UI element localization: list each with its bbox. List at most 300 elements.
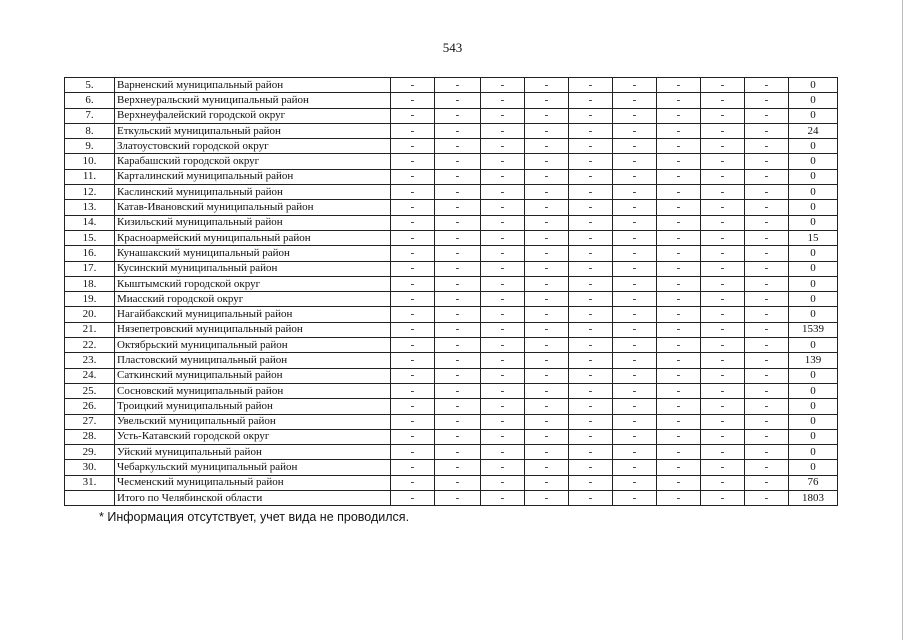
value-cell: - [391, 261, 435, 276]
value-cell: - [613, 123, 657, 138]
value-cell: - [525, 368, 569, 383]
value-cell: - [525, 230, 569, 245]
row-number: 6. [65, 93, 115, 108]
total-value: 1539 [789, 322, 838, 337]
total-value: 24 [789, 123, 838, 138]
district-name: Верхнеуральский муниципальный район [115, 93, 391, 108]
value-cell: - [657, 491, 701, 506]
value-cell: - [657, 261, 701, 276]
row-number: 11. [65, 169, 115, 184]
value-cell: - [613, 475, 657, 490]
row-number: 26. [65, 399, 115, 414]
value-cell: - [701, 475, 745, 490]
table-row [65, 169, 838, 184]
district-name: Саткинский муниципальный район [115, 368, 391, 383]
district-name: Нязепетровский муниципальный район [115, 322, 391, 337]
value-cell: - [657, 307, 701, 322]
total-value: 0 [789, 429, 838, 444]
table-row [65, 292, 838, 307]
value-cell: - [481, 123, 525, 138]
value-cell: - [435, 322, 481, 337]
value-cell: - [745, 292, 789, 307]
value-cell: - [481, 169, 525, 184]
value-cell: - [525, 139, 569, 154]
value-cell: - [435, 338, 481, 353]
value-cell: - [701, 185, 745, 200]
value-cell: - [569, 185, 613, 200]
value-cell: - [701, 276, 745, 291]
value-cell: - [701, 414, 745, 429]
table-row [65, 154, 838, 169]
value-cell: - [745, 200, 789, 215]
value-cell: - [391, 368, 435, 383]
value-cell: - [435, 353, 481, 368]
value-cell: - [745, 108, 789, 123]
value-cell: - [569, 261, 613, 276]
value-cell: - [657, 414, 701, 429]
table-row [65, 215, 838, 230]
value-cell: - [569, 307, 613, 322]
value-cell: - [481, 154, 525, 169]
row-number: 28. [65, 429, 115, 444]
value-cell: - [613, 399, 657, 414]
value-cell: - [481, 292, 525, 307]
value-cell: - [613, 200, 657, 215]
total-value: 0 [789, 215, 838, 230]
value-cell: - [745, 93, 789, 108]
value-cell: - [569, 383, 613, 398]
table-row [65, 200, 838, 215]
value-cell: - [391, 383, 435, 398]
value-cell: - [745, 414, 789, 429]
table-row [65, 338, 838, 353]
value-cell: - [613, 353, 657, 368]
value-cell: - [613, 460, 657, 475]
value-cell: - [657, 169, 701, 184]
value-cell: - [657, 338, 701, 353]
value-cell: - [745, 491, 789, 506]
total-row [65, 491, 838, 506]
value-cell: - [613, 307, 657, 322]
value-cell: - [391, 200, 435, 215]
value-cell: - [391, 276, 435, 291]
value-cell: - [569, 139, 613, 154]
value-cell: - [435, 276, 481, 291]
value-cell: - [701, 491, 745, 506]
total-value: 0 [789, 276, 838, 291]
value-cell: - [391, 123, 435, 138]
total-value: 0 [789, 261, 838, 276]
value-cell: - [435, 414, 481, 429]
value-cell: - [657, 123, 701, 138]
table-row [65, 414, 838, 429]
total-value: 0 [789, 169, 838, 184]
value-cell: - [391, 338, 435, 353]
value-cell: - [391, 460, 435, 475]
value-cell: - [745, 215, 789, 230]
value-cell: - [435, 185, 481, 200]
value-cell: - [745, 475, 789, 490]
value-cell: - [745, 322, 789, 337]
value-cell: - [569, 445, 613, 460]
value-cell: - [525, 154, 569, 169]
value-cell: - [613, 276, 657, 291]
value-cell: - [657, 292, 701, 307]
value-cell: - [481, 383, 525, 398]
table-row [65, 460, 838, 475]
value-cell: - [525, 185, 569, 200]
district-name: Карабашский городской округ [115, 154, 391, 169]
value-cell: - [435, 445, 481, 460]
value-cell: - [481, 230, 525, 245]
table-row [65, 353, 838, 368]
value-cell: - [745, 399, 789, 414]
value-cell: - [435, 383, 481, 398]
value-cell: - [481, 322, 525, 337]
value-cell: - [525, 460, 569, 475]
value-cell: - [657, 108, 701, 123]
value-cell: - [435, 292, 481, 307]
value-cell: - [657, 185, 701, 200]
total-value: 0 [789, 185, 838, 200]
total-value: 0 [789, 108, 838, 123]
value-cell: - [745, 261, 789, 276]
row-number: 12. [65, 185, 115, 200]
value-cell: - [435, 475, 481, 490]
row-number: 10. [65, 154, 115, 169]
value-cell: - [657, 246, 701, 261]
row-number: 19. [65, 292, 115, 307]
value-cell: - [481, 108, 525, 123]
value-cell: - [701, 445, 745, 460]
value-cell: - [525, 78, 569, 93]
value-cell: - [569, 491, 613, 506]
value-cell: - [745, 169, 789, 184]
value-cell: - [701, 353, 745, 368]
value-cell: - [613, 246, 657, 261]
row-number: 24. [65, 368, 115, 383]
table-row [65, 383, 838, 398]
value-cell: - [701, 307, 745, 322]
value-cell: - [481, 368, 525, 383]
table-row [65, 322, 838, 337]
table-row [65, 108, 838, 123]
value-cell: - [613, 338, 657, 353]
value-cell: - [525, 108, 569, 123]
total-value: 0 [789, 399, 838, 414]
data-table [64, 77, 838, 506]
value-cell: - [657, 445, 701, 460]
value-cell: - [569, 276, 613, 291]
value-cell: - [435, 108, 481, 123]
value-cell: - [745, 230, 789, 245]
value-cell: - [657, 276, 701, 291]
total-value: 0 [789, 246, 838, 261]
district-name: Пластовский муниципальный район [115, 353, 391, 368]
row-number: 25. [65, 383, 115, 398]
value-cell: - [657, 429, 701, 444]
table-body [65, 78, 838, 506]
value-cell: - [525, 399, 569, 414]
table-row [65, 276, 838, 291]
district-name: Чесменский муниципальный район [115, 475, 391, 490]
value-cell: - [481, 338, 525, 353]
value-cell: - [701, 200, 745, 215]
table-row [65, 93, 838, 108]
value-cell: - [435, 261, 481, 276]
value-cell: - [613, 154, 657, 169]
total-value: 0 [789, 445, 838, 460]
district-name: Карталинский муниципальный район [115, 169, 391, 184]
value-cell: - [435, 139, 481, 154]
district-name: Троицкий муниципальный район [115, 399, 391, 414]
value-cell: - [481, 353, 525, 368]
table-row [65, 429, 838, 444]
value-cell: - [745, 338, 789, 353]
value-cell: - [435, 399, 481, 414]
value-cell: - [481, 200, 525, 215]
value-cell: - [613, 414, 657, 429]
value-cell: - [569, 154, 613, 169]
value-cell: - [613, 215, 657, 230]
value-cell: - [481, 215, 525, 230]
district-name: Нагайбакский муниципальный район [115, 307, 391, 322]
district-name: Сосновский муниципальный район [115, 383, 391, 398]
value-cell: - [657, 154, 701, 169]
value-cell: - [745, 276, 789, 291]
value-cell: - [481, 139, 525, 154]
value-cell: - [569, 169, 613, 184]
district-name: Златоустовский городской округ [115, 139, 391, 154]
value-cell: - [391, 491, 435, 506]
value-cell: - [701, 322, 745, 337]
value-cell: - [745, 78, 789, 93]
value-cell: - [391, 185, 435, 200]
total-value: 0 [789, 460, 838, 475]
value-cell: - [613, 445, 657, 460]
value-cell: - [391, 292, 435, 307]
value-cell: - [569, 475, 613, 490]
table-row [65, 399, 838, 414]
value-cell: - [701, 108, 745, 123]
value-cell: - [569, 215, 613, 230]
row-number: 23. [65, 353, 115, 368]
value-cell: - [481, 261, 525, 276]
value-cell: - [525, 307, 569, 322]
district-name: Уйский муниципальный район [115, 445, 391, 460]
value-cell: - [481, 491, 525, 506]
total-value: 139 [789, 353, 838, 368]
value-cell: - [701, 383, 745, 398]
value-cell: - [569, 414, 613, 429]
total-value: 0 [789, 200, 838, 215]
value-cell: - [701, 460, 745, 475]
total-label: Итого по Челябинской области [115, 491, 391, 506]
value-cell: - [481, 307, 525, 322]
district-name: Варненский муниципальный район [115, 78, 391, 93]
value-cell: - [745, 154, 789, 169]
total-value: 0 [789, 307, 838, 322]
value-cell: - [701, 338, 745, 353]
value-cell: - [613, 322, 657, 337]
total-value: 0 [789, 154, 838, 169]
value-cell: - [657, 460, 701, 475]
value-cell: - [657, 215, 701, 230]
table-row [65, 307, 838, 322]
value-cell: - [613, 261, 657, 276]
value-cell: - [525, 93, 569, 108]
value-cell: - [613, 169, 657, 184]
value-cell: - [525, 200, 569, 215]
value-cell: - [525, 246, 569, 261]
value-cell: - [481, 414, 525, 429]
value-cell: - [569, 123, 613, 138]
total-value: 0 [789, 139, 838, 154]
value-cell: - [569, 93, 613, 108]
value-cell: - [701, 78, 745, 93]
value-cell: - [435, 93, 481, 108]
value-cell: - [435, 246, 481, 261]
value-cell: - [745, 139, 789, 154]
value-cell: - [745, 123, 789, 138]
value-cell: - [435, 491, 481, 506]
table-row [65, 185, 838, 200]
value-cell: - [701, 154, 745, 169]
value-cell: - [745, 368, 789, 383]
total-value: 0 [789, 93, 838, 108]
value-cell: - [701, 123, 745, 138]
value-cell: - [481, 399, 525, 414]
value-cell: - [435, 307, 481, 322]
total-value: 0 [789, 338, 838, 353]
table-row [65, 368, 838, 383]
value-cell: - [657, 475, 701, 490]
value-cell: - [435, 78, 481, 93]
value-cell: - [481, 475, 525, 490]
value-cell: - [569, 399, 613, 414]
value-cell: - [569, 460, 613, 475]
value-cell: - [657, 399, 701, 414]
row-number: 14. [65, 215, 115, 230]
table-row [65, 139, 838, 154]
value-cell: - [613, 185, 657, 200]
value-cell: - [525, 414, 569, 429]
value-cell: - [481, 78, 525, 93]
value-cell: - [481, 460, 525, 475]
value-cell: - [657, 139, 701, 154]
value-cell: - [525, 322, 569, 337]
grand-total-value: 1803 [789, 491, 838, 506]
value-cell: - [701, 169, 745, 184]
value-cell: - [745, 460, 789, 475]
value-cell: - [435, 368, 481, 383]
value-cell: - [391, 215, 435, 230]
district-name: Усть-Катавский городской округ [115, 429, 391, 444]
value-cell: - [569, 230, 613, 245]
value-cell: - [525, 261, 569, 276]
value-cell: - [481, 185, 525, 200]
value-cell: - [613, 230, 657, 245]
total-value: 0 [789, 368, 838, 383]
row-number: 22. [65, 338, 115, 353]
value-cell: - [391, 475, 435, 490]
page-number: 543 [442, 40, 463, 55]
row-number: 31. [65, 475, 115, 490]
value-cell: - [569, 353, 613, 368]
value-cell: - [525, 338, 569, 353]
value-cell: - [525, 276, 569, 291]
row-number: 16. [65, 246, 115, 261]
value-cell: - [613, 368, 657, 383]
district-name: Октябрьский муниципальный район [115, 338, 391, 353]
value-cell: - [525, 292, 569, 307]
district-name: Чебаркульский муниципальный район [115, 460, 391, 475]
table-row [65, 246, 838, 261]
row-number: 29. [65, 445, 115, 460]
value-cell: - [391, 78, 435, 93]
value-cell: - [657, 368, 701, 383]
row-number: 27. [65, 414, 115, 429]
value-cell: - [569, 368, 613, 383]
value-cell: - [701, 261, 745, 276]
row-number: 21. [65, 322, 115, 337]
value-cell: - [391, 154, 435, 169]
value-cell: - [701, 93, 745, 108]
total-value: 0 [789, 383, 838, 398]
value-cell: - [657, 93, 701, 108]
value-cell: - [701, 429, 745, 444]
row-number: 9. [65, 139, 115, 154]
value-cell: - [391, 399, 435, 414]
value-cell: - [745, 383, 789, 398]
value-cell: - [391, 139, 435, 154]
value-cell: - [391, 353, 435, 368]
total-value: 76 [789, 475, 838, 490]
value-cell: - [701, 292, 745, 307]
value-cell: - [481, 429, 525, 444]
value-cell: - [525, 445, 569, 460]
value-cell: - [481, 246, 525, 261]
district-name: Кусинский муниципальный район [115, 261, 391, 276]
value-cell: - [745, 307, 789, 322]
value-cell: - [701, 246, 745, 261]
district-name: Катав-Ивановский муниципальный район [115, 200, 391, 215]
value-cell: - [391, 322, 435, 337]
row-number: 18. [65, 276, 115, 291]
value-cell: - [481, 93, 525, 108]
district-name: Верхнеуфалейский городской округ [115, 108, 391, 123]
value-cell: - [613, 78, 657, 93]
value-cell: - [613, 429, 657, 444]
value-cell: - [391, 108, 435, 123]
value-cell: - [569, 292, 613, 307]
value-cell: - [613, 93, 657, 108]
value-cell: - [569, 429, 613, 444]
value-cell: - [569, 78, 613, 93]
value-cell: - [745, 246, 789, 261]
value-cell: - [525, 491, 569, 506]
row-number: 7. [65, 108, 115, 123]
value-cell: - [745, 185, 789, 200]
value-cell: - [525, 383, 569, 398]
value-cell: - [701, 230, 745, 245]
district-name: Кыштымский городской округ [115, 276, 391, 291]
row-number: 13. [65, 200, 115, 215]
value-cell: - [435, 169, 481, 184]
value-cell: - [613, 383, 657, 398]
table-row [65, 230, 838, 245]
value-cell: - [525, 429, 569, 444]
